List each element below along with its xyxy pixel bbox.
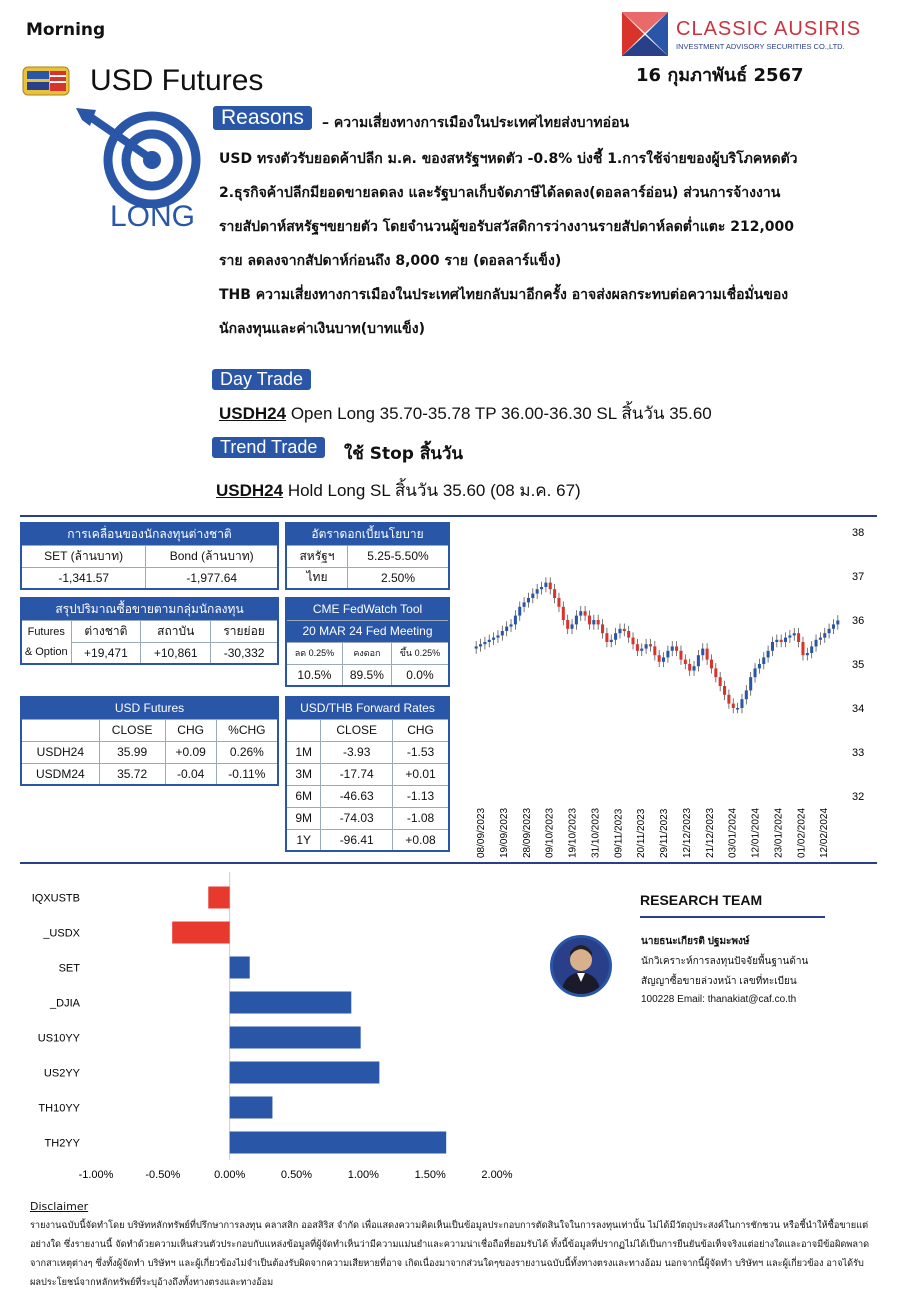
table-cell: USDH24 xyxy=(21,741,99,763)
reason-line: รายสัปดาห์สหรัฐฯขยายตัว โดยจำนวนผู้ขอรับสวัสดิการว่างงานรายสัปดาห์ลดต่ำแตะ 212,000 xyxy=(219,219,795,235)
reason-line: 2.ธุรกิจค้าปลีกมียอดขายลดลง และรัฐบาลเก็บจัดภาษีได้ลดลง(ดอลลาร์อ่อน) ส่วนการจ้างงาน xyxy=(219,185,781,201)
candle-body xyxy=(475,646,478,648)
category-label: _USDX xyxy=(43,927,80,940)
table-cell: 0.26% xyxy=(216,741,278,763)
candle-body xyxy=(510,624,513,626)
table-header: คงดอก xyxy=(342,642,391,664)
candle-body xyxy=(483,642,486,644)
candle-body xyxy=(597,620,600,624)
candle-body xyxy=(788,635,791,637)
candle-body xyxy=(658,655,661,662)
x-tick-label: 23/01/2024 xyxy=(773,807,785,858)
table-cell: 2.50% xyxy=(348,567,450,589)
investor-group-table xyxy=(20,597,279,665)
table-row xyxy=(286,829,449,851)
candle-body xyxy=(514,616,517,625)
candle-body xyxy=(505,627,508,631)
candle-body xyxy=(679,651,682,660)
x-tick-label: 09/10/2023 xyxy=(544,807,556,858)
x-tick-label: 20/11/2023 xyxy=(636,808,648,858)
x-tick-label: 0.50% xyxy=(280,1169,313,1181)
candle-body xyxy=(601,624,604,633)
table-cell: 35.72 xyxy=(99,763,165,785)
candle-body xyxy=(684,660,687,664)
candle-body xyxy=(688,664,691,671)
category-label: US10YY xyxy=(37,1032,80,1045)
candle-body xyxy=(797,633,800,642)
candle-body xyxy=(562,607,565,620)
candle-body xyxy=(806,653,809,655)
candle-body xyxy=(632,638,635,645)
table-title: USD Futures xyxy=(21,697,278,719)
table-header: ลด 0.25% xyxy=(286,642,342,664)
policy-rate-table xyxy=(285,522,450,590)
candle-body xyxy=(714,668,717,677)
candle-body xyxy=(819,638,822,640)
x-tick-label: 21/12/2023 xyxy=(704,807,716,858)
table-cell: 9M xyxy=(286,807,321,829)
table-cell: 89.5% xyxy=(342,664,391,686)
table-cell: -17.74 xyxy=(321,763,393,785)
table-cell: สหรัฐฯ xyxy=(286,545,348,567)
table-header xyxy=(21,719,99,741)
x-tick-label: 12/12/2023 xyxy=(681,807,693,858)
logo-mark-icon xyxy=(620,10,670,58)
table-cell: -30,332 xyxy=(211,642,278,664)
y-tick-label: 37 xyxy=(852,571,865,583)
category-label: TH10YY xyxy=(38,1102,80,1115)
table-header: CHG xyxy=(165,719,216,741)
page-title: USD Futures xyxy=(90,64,264,97)
usd-futures-table xyxy=(20,696,279,786)
table-cell: 35.99 xyxy=(99,741,165,763)
candle-body xyxy=(610,640,613,642)
x-tick-label: -0.50% xyxy=(145,1169,181,1181)
candle-body xyxy=(732,704,735,708)
table-cell: -0.04 xyxy=(165,763,216,785)
table-row xyxy=(286,763,449,785)
row-label-line: Futures xyxy=(27,625,65,638)
y-tick-label: 32 xyxy=(852,791,865,803)
candle-body xyxy=(636,644,639,651)
x-tick-label: -1.00% xyxy=(78,1169,114,1181)
trend-trade-line xyxy=(216,477,581,504)
candle-body xyxy=(653,646,656,655)
table-cell: -1,341.57 xyxy=(21,567,146,589)
candle-body xyxy=(496,635,499,637)
candle-body xyxy=(662,657,665,661)
candle-body xyxy=(780,640,783,642)
table-row xyxy=(286,741,449,763)
table-cell: -46.63 xyxy=(321,785,393,807)
table-cell: 5.25-5.50% xyxy=(348,545,450,567)
research-underline xyxy=(640,916,825,918)
bar xyxy=(230,957,250,979)
x-tick-label: 1.00% xyxy=(347,1169,379,1181)
candle-body xyxy=(815,640,818,647)
candle-body xyxy=(675,646,678,650)
candle-body xyxy=(710,660,713,669)
y-tick-label: 35 xyxy=(852,659,865,671)
candle-body xyxy=(775,640,778,642)
fedwatch-table xyxy=(285,597,450,687)
trend-trade-text: Hold Long SL สิ้นวัน 35.60 (08 ม.ค. 67) xyxy=(283,481,581,500)
candle-body xyxy=(592,620,595,624)
bar xyxy=(230,1097,273,1119)
x-tick-label: 19/10/2023 xyxy=(567,807,579,858)
disclaimer-title: Disclaimer xyxy=(30,1200,89,1213)
candle-body xyxy=(771,642,774,651)
table-header xyxy=(286,719,321,741)
candle-body xyxy=(531,594,534,598)
table-cell: ไทย xyxy=(286,567,348,589)
research-team-title: RESEARCH TEAM xyxy=(640,892,763,908)
x-tick-label: 12/01/2024 xyxy=(750,807,762,858)
candle-body xyxy=(584,611,587,615)
candle-body xyxy=(649,644,652,646)
table-cell: 1M xyxy=(286,741,321,763)
day-trade-text: Open Long 35.70-35.78 TP 36.00-36.30 SL สิ้นวัน 35.60 xyxy=(286,404,712,423)
disclaimer-text: รายงานฉบับนี้จัดทำโดย บริษัทหลักทรัพย์ที่ปรึกษาการลงทุน คลาสสิก ออสสิริส จำกัด เพื่อแสดงความคิดเห็นเป็นข้อมูลประกอบการตัดสินใจในการลงทุนเท่านั้น ไม่ได้มีวัตถุประสงค์ในการชักชวน หรือชี้นำให้ซื้อขายแต่อย่างใด ซึ่งรายงานนี้ จัดทำด้วยความเห็นส่วนตัวประกอบกับแหล่งข้อมูลที่ผู้จัดทำเห็นว่ามีความแม่นยำและความน่าเชื่อถือที่ยอมรับได้ ทั้งนี้ข้อมูลที่ปรากฏไม่ได้เป็นการยืนยันข้อเท็จจริงแต่อย่างใดและอาจมีข้อผิดพลาดจากสาเหตุต่างๆ ซึ่งทั้งผู้จัดทำ บริษัทฯ และผู้เกี่ยวข้องไม่จำเป็นต้องรับผิดจากความเสียหายที่อาจ เกิดเนื่องมาจากส่วนใดๆของรายงานฉบับนี้ทั้งทางตรงและทางอ้อม นอกจากนี้ผู้จัดทำ บริษัทฯ และผู้เกี่ยวข้อง อาจได้รับผลประโยชน์จากหลักทรัพย์ที่ระบุอ้างถึงทั้งทางตรงและทางอ้อม xyxy=(30,1220,870,1288)
x-tick-label: 28/09/2023 xyxy=(521,807,533,858)
candle-body xyxy=(614,633,617,640)
analyst-role: สัญญาซื้อขายล่วงหน้า เลขที่ทะเบียน xyxy=(641,976,797,987)
candle-body xyxy=(749,677,752,690)
reason-line: THB ความเสี่ยงทางการเมืองในประเทศไทยกลับมาอีกครั้ง อาจส่งผลกระทบต่อความเชื่อมั่นของ xyxy=(219,287,789,303)
reasons-headline: – ความเสี่ยงทางการเมืองในประเทศไทยส่งบาทอ่อน xyxy=(322,115,630,131)
report-date: 16 กุมภาพันธ์ 2567 xyxy=(636,65,804,86)
table-row xyxy=(286,807,449,829)
candle-body xyxy=(758,664,761,668)
table-header: ขึ้น 0.25% xyxy=(391,642,449,664)
reason-line: นักลงทุนและค่าเงินบาท(บาทแข็ง) xyxy=(219,321,425,337)
candle-body xyxy=(645,644,648,648)
table-title: CME FedWatch Tool xyxy=(286,598,449,620)
table-header: รายย่อย xyxy=(211,620,278,642)
table-cell: +0.01 xyxy=(393,763,449,785)
table-cell: -1.08 xyxy=(393,807,449,829)
day-trade-symbol: USDH24 xyxy=(219,404,287,423)
table-cell: +0.08 xyxy=(393,829,449,851)
candle-body xyxy=(693,666,696,670)
x-tick-label: 12/02/2024 xyxy=(819,807,831,858)
category-label: SET xyxy=(58,962,80,975)
trend-trade-symbol: USDH24 xyxy=(216,481,284,500)
candle-body xyxy=(557,598,560,607)
candle-body xyxy=(706,649,709,660)
table-header: CLOSE xyxy=(321,719,393,741)
candle-body xyxy=(492,638,495,640)
bar xyxy=(230,1027,361,1049)
candle-body xyxy=(671,646,674,650)
forward-rates-table xyxy=(285,696,450,852)
candle-body xyxy=(540,587,543,589)
x-tick-label: 29/11/2023 xyxy=(659,808,670,858)
category-label: TH2YY xyxy=(44,1137,80,1150)
reasons-tag: Reasons xyxy=(213,106,312,130)
candle-body xyxy=(723,686,726,695)
candle-body xyxy=(836,620,839,624)
y-tick-label: 33 xyxy=(852,747,865,759)
candle-body xyxy=(832,624,835,628)
table-cell: +19,471 xyxy=(71,642,141,664)
candle-body xyxy=(501,631,504,635)
candle-body xyxy=(727,695,730,704)
analyst-name: นายธนะเกียรติ ปฐมะพงษ์ xyxy=(641,936,750,947)
brand-subtitle: INVESTMENT ADVISORY SECURITIES CO.,LTD. xyxy=(676,42,845,51)
x-tick-label: 1.50% xyxy=(414,1169,446,1181)
table-cell: -1,977.64 xyxy=(146,567,278,589)
candle-body xyxy=(823,633,826,637)
table-title: สรุปปริมาณซื้อขายตามกลุ่มนักลงทุน xyxy=(21,598,278,620)
candle-body xyxy=(801,642,804,655)
category-label: IQXUSTB xyxy=(31,892,80,905)
candle-body xyxy=(762,657,765,664)
x-tick-label: 31/10/2023 xyxy=(590,807,602,858)
table-cell: -3.93 xyxy=(321,741,393,763)
candle-body xyxy=(605,633,608,642)
candle-body xyxy=(736,708,739,710)
table-title: USD/THB Forward Rates xyxy=(286,697,449,719)
bar xyxy=(172,922,229,944)
candle-body xyxy=(518,607,521,616)
table-header: SET (ล้านบาท) xyxy=(21,545,146,567)
foreign-flow-table xyxy=(20,522,279,590)
candle-body xyxy=(745,690,748,699)
table-header: สถาบัน xyxy=(141,620,211,642)
candle-body xyxy=(553,589,556,598)
day-trade-line xyxy=(219,400,712,427)
table-header: CHG xyxy=(393,719,449,741)
table-cell: USDM24 xyxy=(21,763,99,785)
table-cell: -1.13 xyxy=(393,785,449,807)
table-row xyxy=(286,785,449,807)
table-header: Bond (ล้านบาท) xyxy=(146,545,278,567)
table-cell: +10,861 xyxy=(141,642,211,664)
avatar xyxy=(550,935,612,997)
trend-trade-note: ใช้ Stop สิ้นวัน xyxy=(344,444,464,464)
candle-body xyxy=(571,624,574,628)
brand-name: CLASSIC AUSIRIS xyxy=(676,18,862,40)
table-cell: +0.09 xyxy=(165,741,216,763)
candle-body xyxy=(579,611,582,615)
row-label-line: & Option xyxy=(24,645,68,658)
x-tick-label: 2.00% xyxy=(481,1169,513,1181)
table-header: CLOSE xyxy=(99,719,165,741)
bar xyxy=(230,992,352,1014)
candle-body xyxy=(810,646,813,653)
table-subtitle: 20 MAR 24 Fed Meeting xyxy=(286,620,449,642)
table-cell: -96.41 xyxy=(321,829,393,851)
analyst-role: นักวิเคราะห์การลงทุนปัจจัยพื้นฐานด้าน xyxy=(641,956,809,967)
candle-body xyxy=(536,589,539,593)
y-tick-label: 34 xyxy=(852,703,865,715)
company-logo xyxy=(620,10,860,60)
candle-body xyxy=(527,598,530,602)
x-tick-label: 0.00% xyxy=(214,1169,246,1181)
candle-body xyxy=(623,629,626,631)
candle-body xyxy=(479,644,482,646)
position-label: LONG xyxy=(110,200,196,233)
table-cell: 6M xyxy=(286,785,321,807)
market-change-bar-chart xyxy=(20,870,540,1190)
bar xyxy=(208,887,229,909)
candle-body xyxy=(640,649,643,651)
candle-body xyxy=(666,651,669,658)
candle-body xyxy=(575,616,578,625)
session-label: Morning xyxy=(26,20,106,40)
person-icon xyxy=(553,938,609,994)
divider xyxy=(20,515,877,517)
analyst-contact: 100228 Email: thanakiat@caf.co.th xyxy=(641,994,797,1005)
table-cell: 10.5% xyxy=(286,664,342,686)
candle-body xyxy=(488,640,491,642)
candle-body xyxy=(701,649,704,656)
candle-body xyxy=(627,631,630,638)
table-title: อัตราดอกเบี้ยนโยบาย xyxy=(286,523,449,545)
table-cell: -1.53 xyxy=(393,741,449,763)
candle-body xyxy=(740,699,743,708)
candle-body xyxy=(618,629,621,633)
bar xyxy=(230,1132,447,1154)
candle-body xyxy=(793,633,796,635)
row-label xyxy=(21,620,71,664)
candle-body xyxy=(697,655,700,666)
divider xyxy=(20,862,877,864)
table-cell: -74.03 xyxy=(321,807,393,829)
candle-body xyxy=(588,616,591,625)
table-title: การเคลื่อนของนักลงทุนต่างชาติ xyxy=(21,523,278,545)
x-tick-label: 09/11/2023 xyxy=(613,808,625,858)
table-header: %CHG xyxy=(216,719,278,741)
table-cell: 0.0% xyxy=(391,664,449,686)
table-cell: 1Y xyxy=(286,829,321,851)
usd-futures-badge-icon xyxy=(22,66,70,96)
candle-body xyxy=(754,668,757,677)
table-row xyxy=(21,741,278,763)
trend-trade-tag: Trend Trade xyxy=(212,437,325,458)
y-tick-label: 38 xyxy=(852,527,865,539)
candle-body xyxy=(828,629,831,633)
reason-line: USD ทรงตัวรับยอดค้าปลีก ม.ค. ของสหรัฐฯหดตัว -0.8% บ่งชี้ 1.การใช้จ่ายของผู้บริโภคหดตัว xyxy=(219,151,798,167)
reason-line: ราย ลดลงจากสัปดาห์ก่อนถึง 8,000 ราย (ดอลลาร์แข็ง) xyxy=(219,253,562,269)
candle-body xyxy=(719,677,722,686)
x-tick-label: 01/02/2024 xyxy=(796,807,808,858)
bar xyxy=(230,1062,380,1084)
candle-body xyxy=(549,583,552,590)
candle-body xyxy=(784,638,787,642)
table-row xyxy=(21,763,278,785)
candle-body xyxy=(566,620,569,629)
table-cell: 3M xyxy=(286,763,321,785)
category-label: US2YY xyxy=(43,1067,80,1080)
x-tick-label: 08/09/2023 xyxy=(476,807,487,858)
day-trade-tag: Day Trade xyxy=(212,369,311,390)
usdthb-candlestick-chart xyxy=(468,522,878,862)
x-tick-label: 03/01/2024 xyxy=(727,807,739,858)
candle-body xyxy=(544,583,547,587)
table-cell: -0.11% xyxy=(216,763,278,785)
candle-body xyxy=(523,602,526,606)
category-label: _DJIA xyxy=(50,997,80,1010)
table-header: ต่างชาติ xyxy=(71,620,141,642)
y-tick-label: 36 xyxy=(852,615,865,627)
candle-body xyxy=(767,651,770,658)
x-tick-label: 19/09/2023 xyxy=(498,807,510,858)
